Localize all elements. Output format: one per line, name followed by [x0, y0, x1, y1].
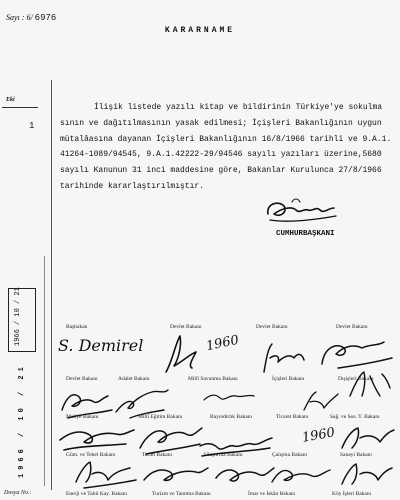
- handwritten-date: 1960: [300, 425, 337, 446]
- minister-title: Sanayi Bakanı: [340, 452, 372, 458]
- decree-line: İlişik listede yazılı kitap ve bildirinin Türkiye'ye sokulma: [94, 103, 383, 112]
- decree-body: [60, 100, 391, 195]
- handwritten-date: 1960: [204, 332, 241, 355]
- minister-title: Millî Eğitim Bakanı: [138, 414, 183, 420]
- minister-title: Dışişleri Bakanı: [338, 376, 374, 382]
- minister-title: Tarım Bakanı: [142, 452, 173, 458]
- president-title: CUMHURBAŞKANI: [276, 230, 335, 238]
- file-number-label: Dosya No.:: [4, 490, 32, 496]
- margin-rule-lower: [44, 256, 45, 486]
- minister-title: İçişleri Bakanı: [272, 376, 305, 382]
- minister-signature: [336, 420, 396, 458]
- minister-title: Adalet Bakanı: [118, 376, 150, 382]
- registry-stamp-box: [8, 288, 36, 352]
- minister-signature: [72, 456, 140, 490]
- minister-signature: [268, 458, 334, 490]
- minister-title: Turizm ve Tanıtma Bakanı: [152, 491, 211, 497]
- minister-title: Devlet Bakanı: [170, 324, 202, 330]
- minister-signature: [200, 384, 256, 410]
- document-title: KARARNAME: [164, 26, 236, 35]
- minister-title: Köy İşleri Bakanı: [332, 491, 372, 497]
- minister-title: Başbakan: [66, 324, 88, 330]
- attachment-rule: [2, 107, 38, 108]
- minister-signature: [300, 384, 342, 416]
- decree-line: tarihinde kararlaştırılmıştır.: [60, 181, 205, 191]
- registry-stamp-text: 1966 / 10 / 21: [14, 287, 22, 346]
- minister-signature: [212, 456, 276, 490]
- minister-title: Millî Savunma Bakanı: [188, 376, 238, 382]
- decree-line: sının ve dağıtılmasının yasak edilmesi; İçişleri Bakanlığının uygun: [60, 118, 382, 128]
- document-number-label: Sayı : 6/: [6, 13, 33, 22]
- minister-title: Çalışma Bakanı: [272, 452, 307, 458]
- minister-title: Enerji ve Tabii Kay. Bakanı: [66, 491, 128, 497]
- minister-signature: [112, 380, 172, 422]
- minister-title: Ticaret Bakanı: [276, 414, 309, 420]
- margin-rule: [51, 80, 52, 490]
- minister-signature: [56, 418, 136, 454]
- document-number: [6, 13, 56, 23]
- president-signature: [262, 192, 342, 226]
- minister-signature: [346, 366, 394, 402]
- minister-title: İmar ve İskân Bakanı: [248, 491, 296, 497]
- minister-title: Bayındırlık Bakanı: [210, 414, 253, 420]
- minister-title: Sağ. ve Sos. Y. Bakanı: [330, 414, 380, 420]
- minister-signature: [140, 456, 210, 490]
- attachment-count: 1: [29, 121, 35, 131]
- minister-title: Maliye Bakanı: [66, 414, 99, 420]
- handwritten-name: S. Demirel: [58, 336, 144, 355]
- minister-title: Devlet Bakanı: [66, 376, 98, 382]
- minister-title: Devlet Bakanı: [336, 324, 368, 330]
- decree-line: 41264-1089/94545, 9.A.1.42222-29/94546 sayılı yazıları üzerine,5680: [60, 150, 382, 160]
- minister-title: Güm. ve Tekel Bakanı: [66, 452, 116, 458]
- minister-title: Devlet Bakanı: [256, 324, 288, 330]
- minister-signature: [258, 338, 308, 378]
- attachment-label: Eki: [6, 97, 15, 103]
- decree-line: sayılı Kanunun 31 inci maddesine göre, Bakanlar Kurulunca 27/8/1966: [60, 166, 382, 176]
- registry-number: 1966 / 10 / 21: [18, 363, 26, 478]
- decree-line: mütalâasına dayanan İçişleri Bakanlığının 16/8/1966 tarihli ve 9.A.1.: [60, 134, 392, 144]
- document-number-value: 6976: [34, 13, 57, 23]
- minister-title: Ulaştırma Bakanı: [204, 452, 243, 458]
- minister-signature: [162, 332, 222, 376]
- minister-signature: [338, 458, 394, 490]
